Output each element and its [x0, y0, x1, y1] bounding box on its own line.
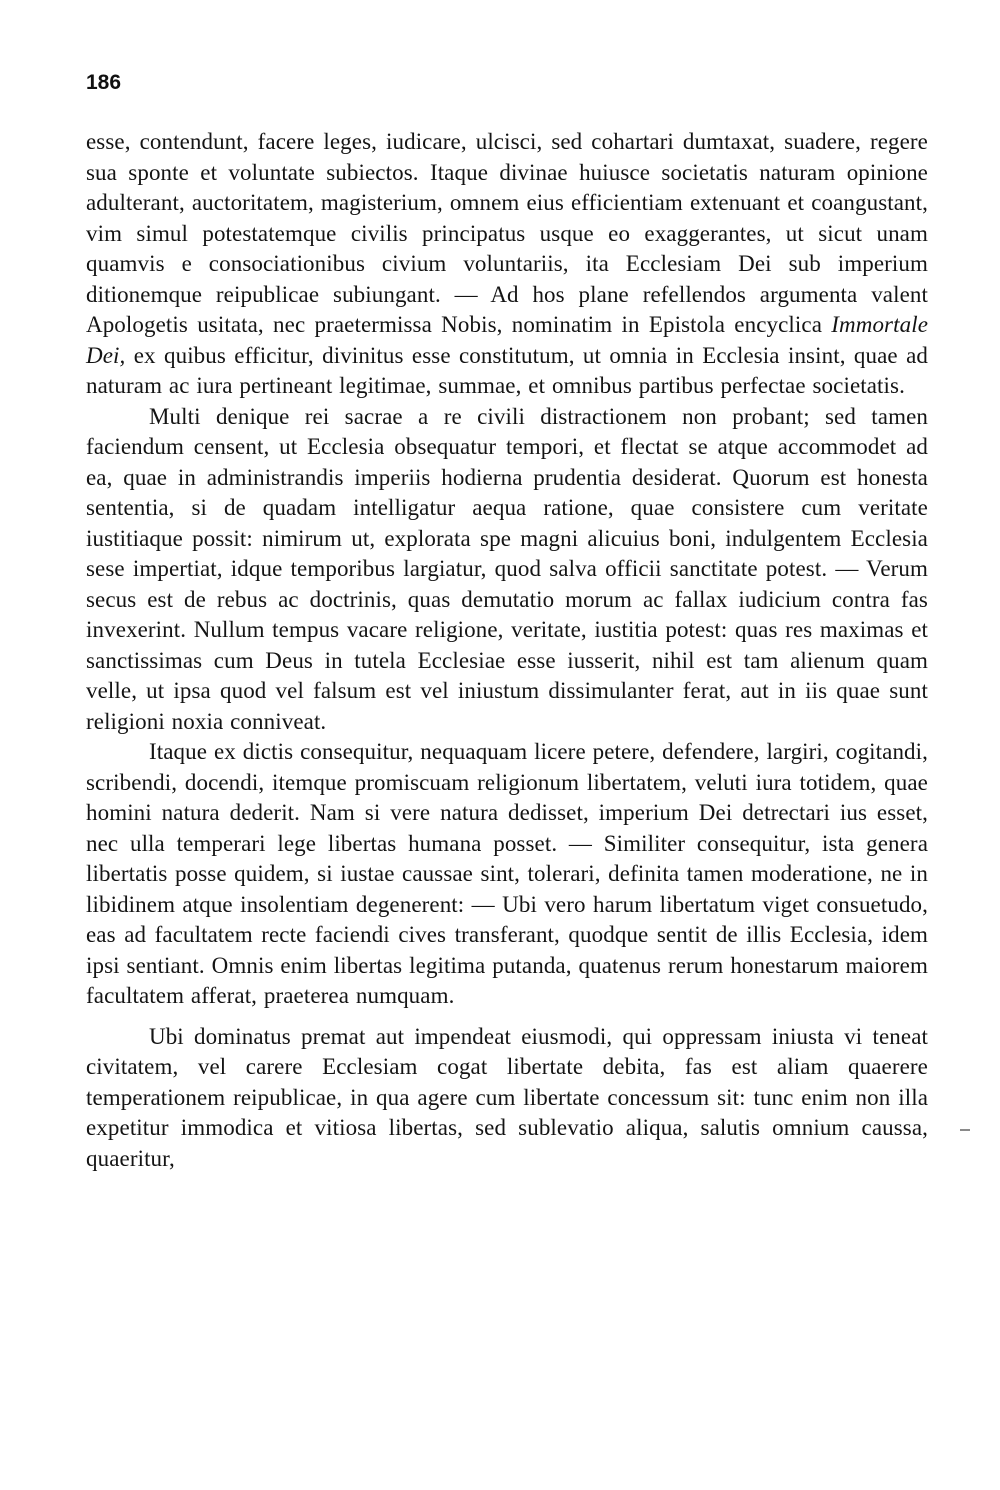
- book-page: [86, 72, 928, 1174]
- paragraph-1: [86, 127, 928, 402]
- paragraph-2: Multi denique rei sacrae a re civili distractionem non probant; sed tamen faciendum censent, ut Ecclesia obsequatur tempori, et flectat se atque accommodet ad ea, quae in administrandis imperiis hodierna prudentia desiderat. Quorum est honesta sententia, si de quadam intelligatur aequa ratione, quae consistere cum veritate iustitiaque possit: nimirum ut, explorata spe magni alicuius boni, indulgentem Ecclesia sese impertiat, idque temporibus largiatur, quod salva officii sanctitate potest. — Verum secus est de rebus ac doctrinis, quas demutatio morum ac fallax iudicium contra fas invexerint. Nullum tempus vacare religione, veritate, iustitia potest: quas res maximas et sanctissimas cum Deus in tutela Ecclesiae esse iusserit, nihil est tam alienum quam velle, ut ipsa quod vel falsum est vel iniustum dissimulanter ferat, aut in iis quae sunt religioni noxia conniveat.: [86, 403, 928, 734]
- paragraph-3: Itaque ex dictis consequitur, nequaquam licere petere, defendere, largiri, cogitandi, scribendi, docendi, itemque promiscuam religionum libertatem, veluti iura totidem, quae homini natura dederit. Nam si vere natura dedisset, imperium Dei detrectari ius esset, nec ulla temperari lege libertas humana posset. — Similiter consequitur, ista genera libertatis posse quidem, si iustae caussae sint, tolerari, definita tamen moderatione, ne in libidinem atque insolentiam degenerent: — Ubi vero harum libertatum viget consuetudo, eas ad facultatem recte faciendi cives transferant, quodque sentit de illis Ecclesia, idem ipsi sentiant. Omnis enim libertas legitima putanda, quatenus rerum honestarum maiorem facultatem afferat, praeterea numquam.: [86, 739, 928, 1008]
- margin-mark: [960, 1129, 970, 1131]
- encyclical-title: Immortale Dei,: [86, 312, 928, 368]
- body-text: [86, 127, 928, 1174]
- paragraph-1-text-a: esse, contendunt, facere leges, iudicare, ulcisci, sed cohartari dumtaxat, suadere, regere sua sponte et voluntate subiectos. Itaque divinae huiusce societatis naturam opinione adulterant, auctoritatem, magisterium, omnem eius efficientiam extenuant et coangustant, vim simul potestatemque civilis principatus usque eo exaggerantes, ut sicut unam quamvis e consociationibus civium voluntariis, ita Ecclesiam Dei sub imperium ditionemque reipublicae subiungant. — Ad hos plane refellendos argumenta valent Apologetis usitata, nec praetermissa Nobis, nominatim in Epistola encyclica: [86, 129, 928, 337]
- paragraph-1-text-b: ex quibus efficitur, divinitus esse constitutum, ut omnia in Ecclesia insint, quae ad naturam ac iura pertineant legitimae, summae, et omnibus partibus perfectae societatis.: [86, 342, 928, 398]
- page-number: 186: [86, 71, 122, 94]
- paragraph-4: Ubi dominatus premat aut impendeat eiusmodi, qui oppressam iniusta vi teneat civitatem, vel carere Ecclesiam cogat libertate debita, fas est aliam quaerere temperationem reipublicae, in qua agere cum libertate concessum sit: tunc enim non illa expetitur immodica et vitiosa libertas, sed sublevatio aliqua, salutis omnium caussa, quaeritur,: [86, 1023, 928, 1171]
